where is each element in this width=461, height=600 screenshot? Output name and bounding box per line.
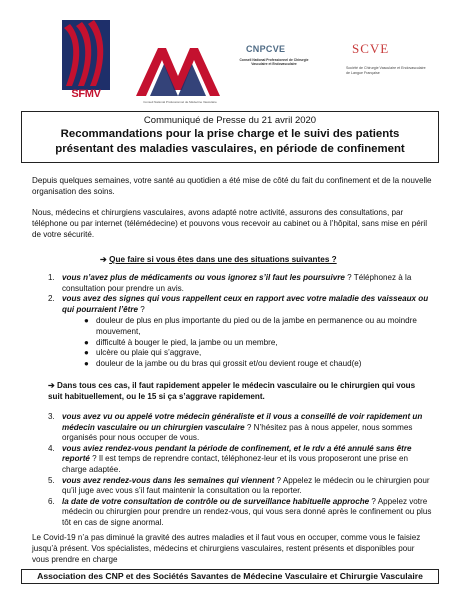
bullet-icon: ● (84, 337, 89, 347)
footer-signature: Association des CNP et des Sociétés Savantes de Médecine Vasculaire et Chirurgie Vasculaire (21, 569, 439, 584)
list-item (32, 294, 434, 369)
list-item-emphasis: vous avez vu ou appelé votre médecin généraliste et il vous a conseillé de voir rapidement un médecin vasculaire ou un chirurgien vasculaire (62, 412, 423, 432)
urgent-advice-text: Dans tous ces cas, il faut rapidement appeler le médecin vasculaire ou le chirurgien qui vous suit habituellement, ou le 15 si ça s’aggrave rapidement. (48, 381, 416, 401)
list-item-emphasis: vous avez des signes qui vous rappellent ceux en rapport avec votre maladie des vaisseaux ou qui pourraient l’être (62, 294, 429, 314)
scve-wordmark: SCVE (352, 41, 390, 56)
list-item (32, 476, 434, 497)
list-item-text: ? Téléphonez à la consultation pour prendre un avis. (62, 273, 412, 293)
section-question (100, 254, 337, 264)
list-item-text: ? Appelez le médecin ou le chirurgien pour qu’il juge avec vous s’il faut maintenir la consultation ou la reporter. (62, 475, 430, 496)
list-number: 5. (48, 475, 55, 485)
cnp-medecine-vasculaire-logo (132, 46, 224, 98)
press-release-date: Communiqué de Presse du 21 avril 2020 (143, 115, 317, 126)
list-item-text: ? Il est temps de reprendre contact, téléphonez-leur et ils vous proposeront une prise en charge adaptée. (62, 454, 408, 474)
list-item (32, 497, 434, 529)
symptom-item: ● ulcère ou plaie qui s’aggrave, (84, 348, 202, 358)
list-number: 4. (48, 443, 55, 453)
situations-list-2 (32, 412, 434, 529)
intro-paragraph-2: Nous, médecins et chirurgiens vasculaires, avons adapté notre activité, assurons des consultations, par téléphone ou par internet (télémédecine) et pouvons vous recevoir au cabinet ou à l’hôpital, sans mise en péril de votre sécurité. (32, 208, 428, 239)
list-item (32, 273, 434, 294)
scve-subtitle: Société de Chirurgie Vasculaire et Endovasculaire de Langue Française (346, 66, 426, 75)
arrow-icon: ➔ (48, 381, 55, 390)
list-number: 6. (48, 496, 55, 506)
list-number: 1. (48, 273, 55, 282)
list-item (32, 444, 434, 476)
symptom-list (62, 316, 434, 369)
urgent-advice (48, 381, 428, 403)
bullet-icon: ● (84, 348, 89, 358)
symptom-item: ● difficulté à bouger le pied, la jambe ou un membre, (84, 337, 278, 347)
list-item-text: ? Appelez votre médecin ou chirurgien pour prendre un rendez-vous, qui vous sera donné après le confinement ou plus tôt en cas de signe anormal. (62, 496, 432, 527)
arrow-icon: ➔ (100, 255, 107, 264)
press-release-header (21, 111, 439, 163)
symptom-item: ● douleur de plus en plus importante du pied ou de la jambe en permanence ou au moindre mouvement, (84, 316, 417, 336)
list-number: 3. (48, 412, 55, 421)
sfmv-wordmark: SFMV (71, 88, 101, 100)
list-item-emphasis: la date de votre consultation de contrôle ou de surveillance habituelle approche (62, 496, 370, 506)
bullet-icon: ● (84, 358, 89, 368)
closing-paragraph: Le Covid-19 n’a pas diminué la gravité des autres maladies et il faut vous en occuper, comme vous le faisiez jusqu’à présent. Vos spécialistes, médecins et chirurgiens vasculaires, restent présents et disponibles pour vous prendre en charge (32, 533, 421, 564)
cnpcve-wordmark: CNPCVE (246, 44, 286, 54)
cnpcve-subtitle: Conseil National Professionnel de Chirurgie Vasculaire et Endovasculaire (239, 58, 309, 67)
list-item-emphasis: vous n’avez plus de médicaments ou vous ignorez s’il faut les poursuivre (62, 273, 345, 282)
question-text: Que faire si vous êtes dans une des situations suivantes ? (109, 255, 337, 264)
list-item-emphasis: vous aviez rendez-vous pendant la période de confinement, et le rdv a été annulé sans être reporté (62, 443, 412, 464)
cnp-logo-caption: Conseil National Professionnel de Médecine Vasculaire (143, 100, 217, 104)
intro-paragraph-1: Depuis quelques semaines, votre santé au quotidien a été mise de côté du fait du confinement et de la nouvelle organisation des soins. (32, 176, 432, 196)
list-item-text: ? (138, 304, 145, 314)
situations-list-1 (32, 273, 434, 369)
logo-banner (0, 0, 461, 110)
list-item-text: ? N’hésitez pas à nous appeler, nous sommes organisés pour nous occuper de vous. (62, 422, 413, 443)
bullet-icon: ● (84, 316, 89, 326)
document-title-line-2: présentant des maladies vasculaires, en période de confinement (55, 143, 405, 155)
document-title-line-1: Recommandations pour la prise charge et le suivi des patients (60, 128, 400, 140)
symptom-item: ● douleur de la jambe ou du bras qui grossit et/ou devient rouge et chaud(e) (84, 358, 362, 368)
list-item-emphasis: vous avez rendez-vous dans les semaines qui viennent (62, 475, 275, 485)
list-number: 2. (48, 294, 55, 304)
list-item (32, 412, 434, 444)
